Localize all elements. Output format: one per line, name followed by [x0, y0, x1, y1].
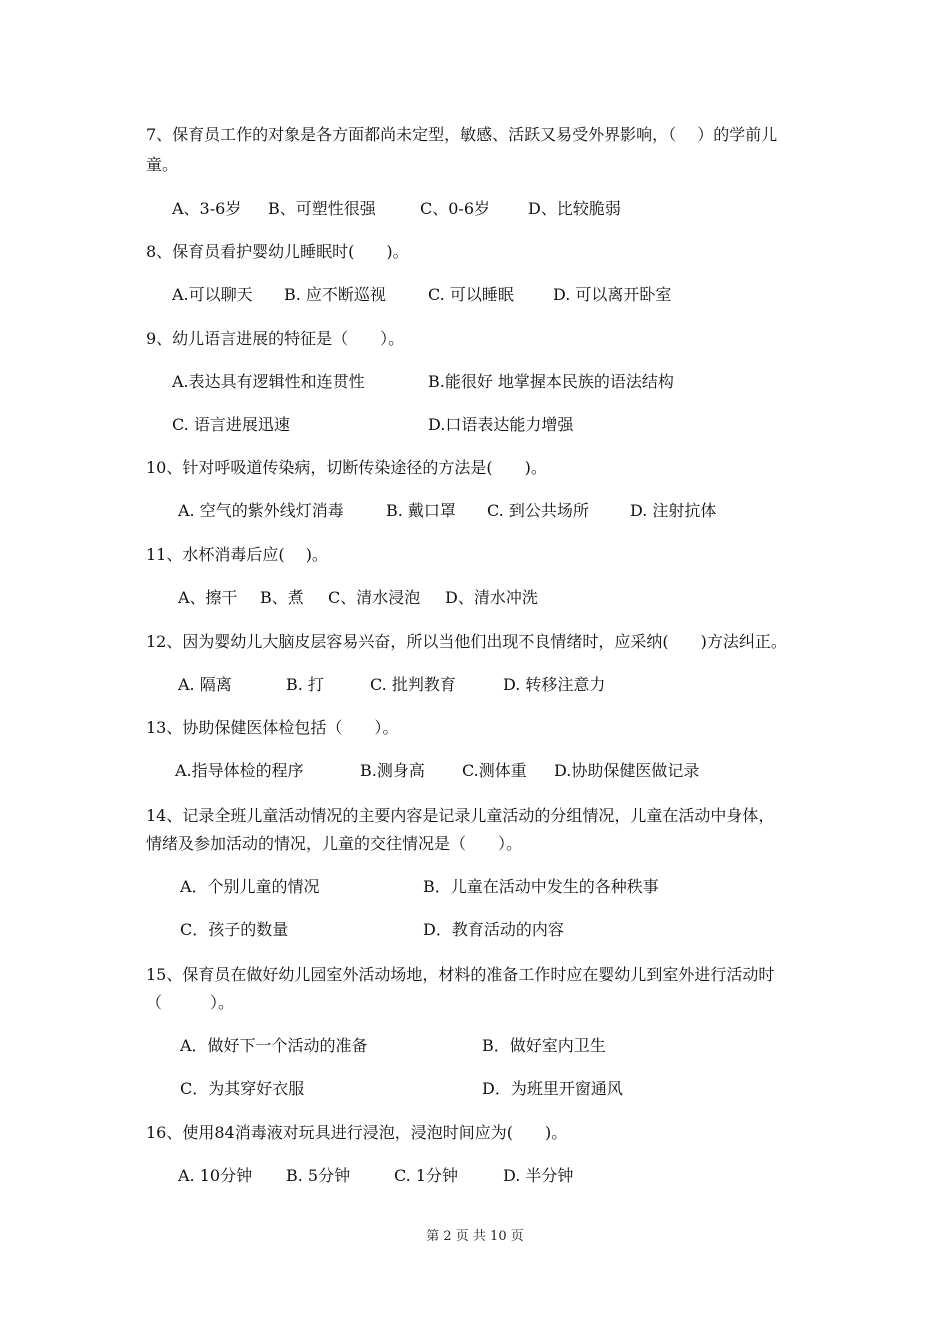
option-b: B、可塑性很强: [268, 199, 376, 218]
option-c: C.测体重: [462, 761, 527, 780]
option-a: A、3-6岁: [172, 199, 242, 218]
option-c: C．孩子的数量: [180, 920, 289, 939]
option-b: B. 戴口罩: [386, 501, 456, 520]
option-c: C、清水浸泡: [328, 588, 421, 607]
question-stem-line: 13、协助保健医体检包括（ ）。: [146, 718, 399, 737]
option-d: D．为班里开窗通风: [482, 1079, 623, 1098]
option-b: B．儿童在活动中发生的各种秩事: [423, 877, 659, 896]
option-c: C. 1分钟: [394, 1166, 459, 1185]
question-stem-line: 14、记录全班儿童活动情况的主要内容是记录儿童活动的分组情况，儿童在活动中身体，: [146, 806, 775, 825]
question-stem-line: 情绪及参加活动的情况，儿童的交往情况是（ ）。: [146, 834, 523, 853]
option-a: A、擦干: [178, 588, 238, 607]
option-b: B. 打: [286, 675, 324, 694]
option-b: B.能很好 地掌握本民族的语法结构: [428, 372, 674, 391]
option-a: A. 空气的紫外线灯消毒: [178, 501, 344, 520]
option-d: D、清水冲洗: [445, 588, 538, 607]
option-b: B. 5分钟: [286, 1166, 351, 1185]
option-b: B、煮: [260, 588, 304, 607]
question-stem-line: 7、保育员工作的对象是各方面都尚未定型，敏感、活跃又易受外界影响，（ ）的学前儿: [146, 125, 778, 144]
option-c: C、0-6岁: [420, 199, 491, 218]
question-stem-line: 11、水杯消毒后应( )。: [146, 545, 328, 564]
option-d: D.协助保健医做记录: [554, 761, 700, 780]
question-stem-line: 9、幼儿语言进展的特征是（ ）。: [146, 329, 405, 348]
question-stem-line: 12、因为婴幼儿大脑皮层容易兴奋，所以当他们出现不良情绪时，应采纳( )方法纠正。: [146, 632, 787, 651]
option-c: C. 语言进展迅速: [172, 415, 290, 434]
question-stem-line: 童。: [146, 155, 179, 174]
option-d: D. 注射抗体: [630, 501, 717, 520]
option-a: A．个别儿童的情况: [180, 877, 320, 896]
question-stem-line: 16、使用84消毒液对玩具进行浸泡，浸泡时间应为( )。: [146, 1123, 568, 1142]
option-c: C. 可以睡眠: [428, 285, 514, 304]
option-a: A.可以聊天: [172, 285, 253, 304]
question-stem-line: （ ）。: [146, 993, 235, 1012]
option-b: B.测身高: [360, 761, 425, 780]
page-footer: 第 2 页 共 10 页: [426, 1229, 524, 1244]
question-stem-line: 8、保育员看护婴幼儿睡眠时( )。: [146, 242, 409, 261]
option-a: A. 10分钟: [178, 1166, 253, 1185]
option-d: D. 转移注意力: [503, 675, 606, 694]
option-a: A.指导体检的程序: [175, 761, 304, 780]
option-a: A.表达具有逻辑性和连贯性: [172, 372, 365, 391]
option-a: A. 隔离: [178, 675, 232, 694]
option-a: A．做好下一个活动的准备: [180, 1036, 368, 1055]
option-d: D、比较脆弱: [528, 199, 621, 218]
option-b: B．做好室内卫生: [482, 1036, 606, 1055]
question-stem-line: 10、针对呼吸道传染病，切断传染途径的方法是( )。: [146, 458, 547, 477]
option-d: D.口语表达能力增强: [428, 415, 574, 434]
option-b: B. 应不断巡视: [284, 285, 386, 304]
option-d: D. 半分钟: [503, 1166, 574, 1185]
option-d: D. 可以离开卧室: [553, 285, 672, 304]
option-c: C. 到公共场所: [487, 501, 589, 520]
option-c: C. 批判教育: [370, 675, 456, 694]
option-d: D．教育活动的内容: [423, 920, 564, 939]
option-c: C．为其穿好衣服: [180, 1079, 305, 1098]
question-stem-line: 15、保育员在做好幼儿园室外活动场地，材料的准备工作时应在婴幼儿到室外进行活动时: [146, 965, 775, 984]
